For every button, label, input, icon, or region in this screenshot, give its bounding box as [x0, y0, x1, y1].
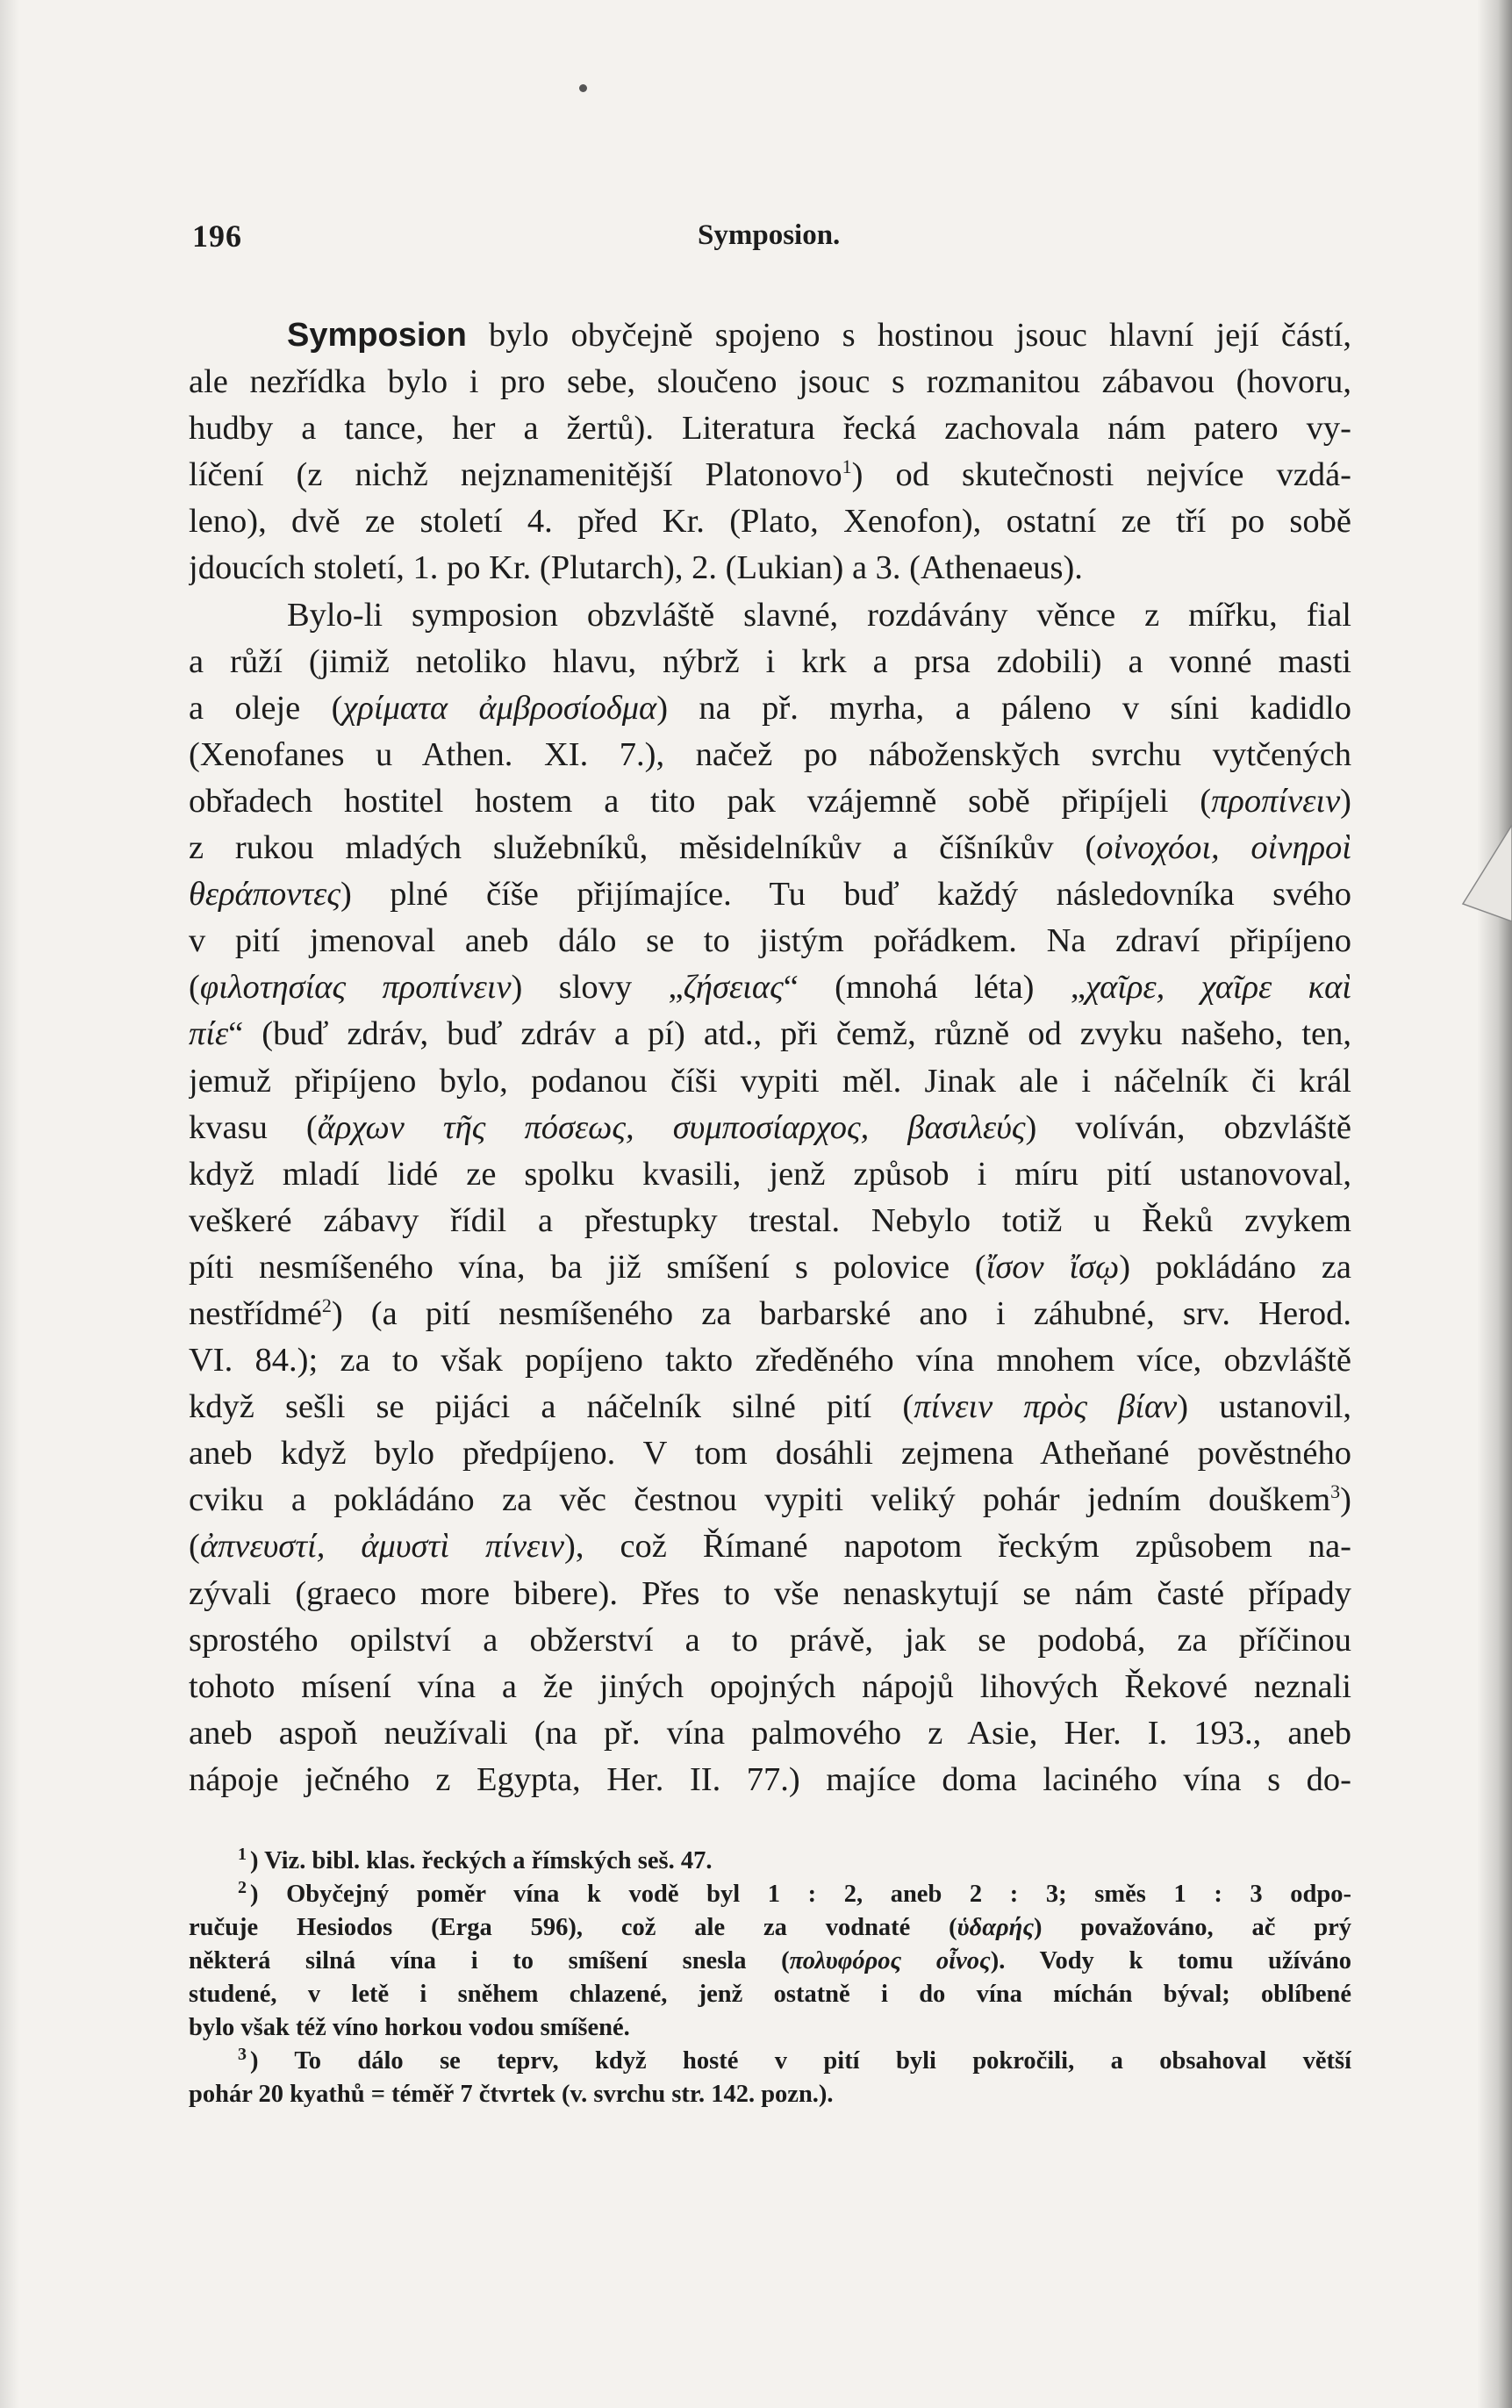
page-fold-mark: [1459, 825, 1512, 921]
greek-term: θεράποντες: [189, 876, 340, 914]
body-line: a růží (jimiž netoliko hlavu, nýbrž i krk a prsa zdobili) a vonné masti: [189, 642, 1351, 680]
body-line: píti nesmíšeného vína, ba již smíšení s polovice (ἴσον ἴσῳ) pokládáno za: [189, 1248, 1351, 1286]
footnote-line: $^2$ ) Obyčejný poměr vína k vodě byl 1 : 2, aneb 2 : 3; směs 1 : 3 odpo-: [238, 1878, 1351, 1908]
body-line: leno), dvě ze století 4. před Kr. (Plato, Xenofon), ostatní ze tří po sobě: [189, 503, 1351, 541]
footnote-line: bylo však též víno horkou vodou smíšené.: [189, 2014, 630, 2041]
footnote-ref: 2: [321, 1294, 332, 1317]
greek-term: ἄρχων τῆς πόσεως, συμποσίαρχος, βασιλεύς: [317, 1108, 1026, 1146]
body-line: jdoucích století, 1. po Kr. (Plutarch), 2. (Lukian) a 3. (Athenaeus).: [189, 549, 1083, 587]
body-line: θεράποντες) plné číše přijímajíce. Tu buď každý následovníka svého: [189, 876, 1351, 914]
greek-term: προπίνειν: [1211, 782, 1341, 820]
greek-term: χρίματα ἀμβροσίοδμα: [342, 689, 657, 727]
greek-term: πίε: [189, 1015, 229, 1053]
footnote-line: ručuje Hesiodos (Erga 596), což ale za vodnaté (ὑδαρής) považováno, ač prý: [189, 1914, 1351, 1941]
body-line: nestřídmé$^2$) (a pití nesmíšeného za barbarské ano i záhubné, srv. Herod.: [189, 1294, 1351, 1332]
body-line: VI. 84.); za to však popíjeno takto zředěného vína mnohem více, obzvláště: [189, 1342, 1351, 1380]
greek-term: χαῖρε, χαῖρε καὶ: [1085, 969, 1351, 1007]
footnote-ref: 3: [1330, 1480, 1341, 1503]
body-line: πίε“ (buď zdráv, buď zdráv a pí) atd., při čemž, různě od zvyku našeho, ten,: [189, 1015, 1351, 1053]
footnote-ref: 1: [842, 455, 852, 478]
footnote-line: studené, v letě i sněhem chlazené, jenž ostatně i do vína míchán býval; oblíbené: [189, 1981, 1351, 2008]
footnotes: [189, 1845, 1351, 2111]
body-line: cviku a pokládáno za věc čestnou vypiti veliký pohár jedním douškem$^3$): [189, 1480, 1351, 1519]
footnote-line: $^1$ ) Viz. bibl. klas. řeckých a římských seš. 47.: [238, 1845, 713, 1874]
body-line: (Xenofanes u Athen. XI. 7.), načež po nábožensky̆ch svrchu vytčených: [189, 735, 1351, 773]
body-line: jemuž připíjeno bylo, podanou číši vypiti měl. Jinak ale i náčelník či král: [189, 1062, 1351, 1100]
body-line: a oleje (χρίματα ἀμβροσίοδμα) na př. myrha, a páleno v síni kadidlo: [189, 689, 1351, 727]
greek-term: ὑδαρής: [957, 1914, 1035, 1941]
footnote-marker: 2: [238, 1878, 247, 1897]
body-line: kvasu (ἄρχων τῆς πόσεως, συμποσίαρχος, βασιλεύς) volíván, obzvláště: [189, 1108, 1351, 1146]
body-line: když sešli se pijáci a náčelník silné pití (πίνειν πρὸς βίαν) ustanovil,: [189, 1388, 1351, 1426]
greek-term: οἰνοχόοι, οἰνηροὶ: [1096, 829, 1351, 867]
greek-term: ἀπνευστί, ἀμυστὶ πίνειν: [199, 1528, 565, 1566]
page-number: 196: [192, 219, 242, 254]
scan-edge-left: [0, 0, 19, 2408]
body-line: v pití jmenoval aneb dálo se to jistým pořádkem. Na zdraví připíjeno: [189, 922, 1351, 960]
footnote-line: $^3$ ) To dálo se teprv, když hosté v pití byli pokročili, a obsahoval větší: [238, 2045, 1351, 2075]
scan-edge-right: [1477, 0, 1512, 2408]
body-line: sprostého opilství a obžerství a to právě, jak se podobá, za příčinou: [189, 1621, 1351, 1659]
body-line: Bylo-li symposion obzvláště slavné, rozdávány věnce z mířku, fial: [287, 596, 1351, 634]
body-line: nápoje ječného z Egypta, Her. II. 77.) majíce doma laciného vína s do-: [189, 1760, 1351, 1798]
footnote-line: některá silná vína i to smíšení snesla (πολυφόρος οἶνος). Vody k tomu užíváno: [189, 1947, 1351, 1974]
greek-term: φιλοτησίας προπίνειν: [199, 969, 512, 1007]
body-line: hudby a tance, her a žertů). Literatura řecká zachovala nám patero vy-: [189, 410, 1351, 448]
body-text: [189, 312, 1351, 1803]
body-line: (ἀπνευστί, ἀμυστὶ πίνειν), což Římané napotom řeckým způsobem na-: [189, 1528, 1351, 1566]
greek-term: ἴσον ἴσῳ: [985, 1248, 1120, 1286]
footnote-marker: 1: [238, 1845, 247, 1864]
body-line: aneb aspoň neužívali (na př. vína palmového z Asie, Her. I. 193., aneb: [189, 1714, 1351, 1752]
footnote-marker: 3: [238, 2045, 247, 2064]
greek-term: ζήσειας: [683, 969, 784, 1007]
body-line: veškeré zábavy řídil a přestupky trestal. Nebylo totiž u Řeků zvykem: [189, 1201, 1351, 1239]
body-line: ale nezřídka bylo i pro sebe, sloučeno jsouc s rozmanitou zábavou (hovoru,: [189, 363, 1351, 401]
body-line: tohoto mísení vína a že jiných opojných nápojů lihových Řekové neznali: [189, 1667, 1351, 1705]
body-line: aneb když bylo předpíjeno. V tom dosáhli zejmena Atheňané pověstného: [189, 1435, 1351, 1473]
running-title: Symposion.: [698, 219, 841, 251]
ink-dot: [579, 84, 587, 92]
greek-term: πολυφόρος οἶνος: [789, 1947, 991, 1974]
body-line: když mladí lidé ze spolku kvasili, jenž způsob i míru pití ustanovoval,: [189, 1155, 1351, 1193]
body-line: líčení (z nichž nejznamenitější Platonovo$^1$) od skutečnosti nejvíce vzdá-: [189, 455, 1351, 494]
page-header: [189, 218, 1351, 262]
section-keyword: Symposion: [287, 317, 467, 354]
greek-term: πίνειν πρὸς βίαν: [914, 1388, 1178, 1426]
body-line: z rukou mladých služebníků, měsidelníkův a číšníkův (οἰνοχόοι, οἰνηροὶ: [189, 829, 1351, 867]
body-line: Symposion bylo obyčejně spojeno s hostinou jsouc hlavní její částí,: [287, 317, 1351, 354]
footnote-line: pohár 20 kyathů = téměř 7 čtvrtek (v. svrchu str. 142. pozn.).: [189, 2081, 834, 2108]
body-line: obřadech hostitel hostem a tito pak vzájemně sobě připíjeli (προπίνειν): [189, 782, 1351, 820]
body-line: zývali (graeco more bibere). Přes to vše nenaskytují se nám časté případy: [189, 1574, 1351, 1612]
body-line: (φιλοτησίας προπίνειν) slovy „ζήσειας“ (mnohá léta) „χαῖρε, χαῖρε καὶ: [189, 969, 1351, 1007]
